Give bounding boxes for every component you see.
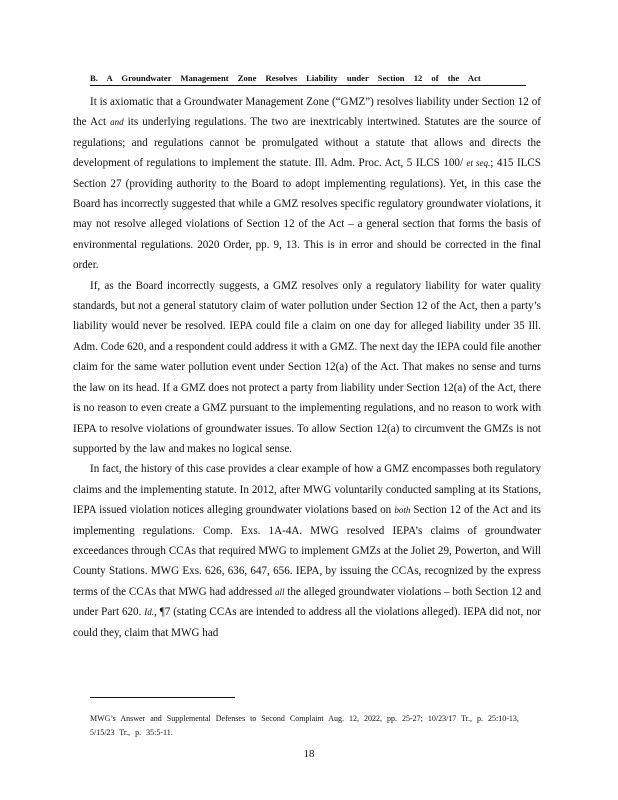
paragraph [73,459,541,643]
text-run: If, as the Board incorrectly suggests, a GMZ resolves only a regulatory liability for water quality standards, but not a general statutory claim of water pollution under Section 12 of the Act, then a party’s liability would never be resolved. IEPA could file a claim on one day for alleged liability under 35 Ill. Adm. Code 620, and a respondent could address it with a GMZ. The next day the IEPA could file another claim for the same water pollution event under Section 12(a) of the Act. That makes no sense and turns the law on its head. If a GMZ does not protect a party from liability under Section 12(a) of the Act, there is no reason to even create a GMZ pursuant to the implementing regulations, and no reason to work with IEPA to resolve violations of groundwater issues. To allow Section 12(a) to circumvent the GMZs is not supported by the law and makes no logical sense. [73,279,541,455]
text-run: Section 12 of the Act and its implementing regulations. Comp. Exs. 1A-4A. MWG resolved IEPA’s claims of groundwater exceedances through CCAs that required MWG to implement GMZs at the Joliet 29, Powerton, and Will County Stations. MWG Exs. 626, 636, 647, 656. IEPA, by issuing the CCAs, recognized by the express terms of the CCAs that MWG had addressed [73,504,541,598]
text-run: , ¶7 (stating CCAs are intended to address all the violations alleged). IEPA did not, nor could they, claim that MWG had [73,606,541,639]
paragraph [73,276,541,460]
text-run: its underlying regulations. The two are inextricably intertwined. Statutes are the source of regulations; and regulations cannot be promulgated without a statute that allows and directs the development of regulations to implement the statute. Ill. Adm. Proc. Act, 5 ILCS 100/ [73,116,541,170]
page-number: 18 [303,748,315,760]
text-run: the alleged groundwater violations – both Section 12 and under Part 620. [73,585,541,619]
italic-run: all [274,586,285,597]
footnote: MWG’s Answer and Supplemental Defenses to Second Complaint Aug. 12, 2022, pp. 25-27; 10/23/17 Tr., p. 25:10-13, 5/15/23 Tr., p. 35:5-11. [90,714,519,737]
text-run: ; 415 ILCS Section 27 (providing authority to the Board to adopt implementing regulations). Yet, in this case the Board has incorrectly suggested that while a GMZ resolves specific regulatory groundwater violations, it may not resolve alleged violations of Section 12 of the Act – a general section that forms the basis of environmental regulations. 2020 Order, pp. 9, 13. This is in error and should be corrected in the final order. [73,157,541,272]
italic-run: and [110,117,124,128]
italic-run: Id. [144,607,155,618]
italic-run: et seq. [466,158,491,169]
text-run: In fact, the history of this case provides a clear example of how a GMZ encompasses both regulatory claims and the implementing statute. In 2012, after MWG voluntarily conducted sampling at its Stations, IEPA issued violation notices alleging groundwater violations based on [73,463,541,517]
italic-run: both [394,505,411,516]
body-text [73,92,541,643]
footnote-separator [90,697,235,698]
paragraph [73,92,541,276]
section-heading: B. A Groundwater Management Zone Resolves Liability under Section 12 of the Act [90,72,526,86]
text-run: It is axiomatic that a Groundwater Management Zone (“GMZ”) resolves liability under Section 12 of the Act [73,96,541,129]
